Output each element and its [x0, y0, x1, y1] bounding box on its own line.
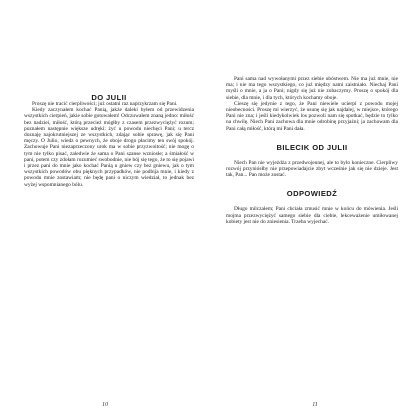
page-number: 11 — [312, 402, 318, 408]
section-heading: BILECIK OD JULII — [276, 142, 348, 152]
section-heading: ODPOWIEDŹ — [286, 189, 338, 199]
right-page — [210, 0, 420, 420]
paragraph: Kiedy zaczynałem kochać Panią, jakże daleki byłem od przewidzenia wszystkich cierpień, jakie sobie gotowałem! Odczuwałem znaną jedno: miłość bez nadziei, miłość, którą przecież mógłby z czasem przezwyciężyć rozum; poznałem następnie większe udręki: żyć u powodu niechęci Pani; u tercz doznaję najokrutniejszej ze wszystkich, zdając sobie sprawę, jak się Pani męczy. O Julio, wiedz o pewnych, że oboje drogo płacimy ten swój spokój. Zachowuje Pani niezaprzeczony urok ma w sobie przyzwoitość; nie mogę o tym nie tylko pisać, zaledwie że sama o Pani szanse wzniosłe; a śmiałość w pani, potem czy zdołam rozumieć swobodnie, nie bój się tego, że to się pojawi i przez pani do mnie jako kochać Panią u gniew czy bez gniewu, jak o tym wszystkich powodów obu pięknych przypadków, nie podbija mnie, i kiedy z powodu mnie zostawiam; nie będę pani o niczym wiedział, to jednak bez wyżej wspomnianego bólu. — [24, 107, 194, 188]
paragraph: Proszę nie tracić cierpliwości; już ostatni raz naprzykrzam się Pani. — [32, 101, 178, 107]
paragraph: Pani sama nad wywołanymi przez siebie ubóstwem. Nie ma już mnie, nie ma; i nie ma tego wszystkiego, co już między nami zaistniało. Niechaj Pani myśli o mnie, a ja o Pani; nigdy się już nie zobaczymy. Proszę o spokój dla siebie, dla mnie, i dla tych, których kochamy oboje. — [226, 76, 398, 101]
page-heading: DO JULII — [91, 93, 127, 102]
page-number: 10 — [102, 402, 108, 408]
left-text-block — [24, 101, 194, 376]
paragraph: Niech Pan nie wyjeżdża z przedwojennej, ale to bylo konieczne. Cierpliwy rozwój przyniósłby nie przepowiadajcie zbyt wcześnie jak się nie dzieje. Jest tak, Pan... Pan może zostać. — [226, 159, 398, 179]
paragraph: Długo milczałem; Pani chciała zmusić mnie w końcu do mówienia. Jeśli mojma przezwyciężyć samego siebie dla ciebie, lekceważenie umiłowanej kobiety jest nie do zniesienia. Trzeba wyjechać. — [226, 206, 398, 225]
paragraph: Cieszę się jedynie z tego, że Pani niewiele ucierpi z powodu mojej nieobecności. Proszę mi wierzyć, że usunę się jak najdalej, w miejsce, którego Pani nie zna; i jeśli kiedykolwiek los pozwoli nam się spotkać, będzie to tylko na chwilę. Niech Pani zachowa dla mnie odrobinę przyjaźni; ja zachowam dla Pani całą miłość, którą mi Pani dała. — [226, 100, 398, 132]
right-text-block — [226, 76, 398, 377]
